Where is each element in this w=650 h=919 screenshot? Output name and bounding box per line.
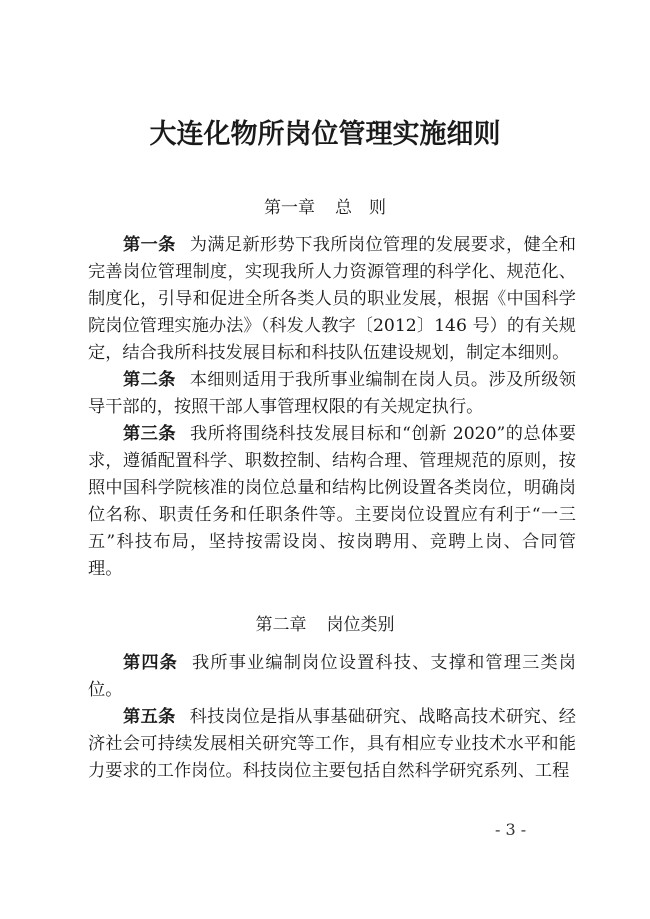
article-text: 为满足新形势下我所岗位管理的发展要求，健全和完善岗位管理制度，实现我所人力资源管理的科学化、规范化、制度化，引导和促进全所各类人员的职业发展，根据《中国科学院岗位管理实施办法》（科发人教字〔2012〕146 号）的有关规定，结合我所科技发展目标和科技队伍建设规划，制定本细则。 — [88, 235, 576, 363]
chapter-body-1 — [88, 232, 576, 583]
chapter-number: 第一章 — [264, 198, 315, 218]
chapter-heading-1 — [0, 193, 650, 218]
page-number: - 3 - — [495, 820, 527, 839]
article-1 — [88, 232, 576, 367]
article-4 — [88, 650, 576, 704]
article-label: 第五条 — [123, 707, 176, 727]
article-label: 第三条 — [123, 424, 177, 444]
article-3 — [88, 421, 576, 583]
article-2 — [88, 367, 576, 421]
chapter-name: 总 则 — [335, 198, 386, 218]
article-text: 科技岗位是指从事基础研究、战略高技术研究、经济社会可持续发展相关研究等工作，具有相应专业技术水平和能力要求的工作岗位。科技岗位主要包括自然科学研究系列、工程 — [88, 707, 576, 781]
chapter-name: 岗位类别 — [326, 615, 395, 635]
article-label: 第一条 — [123, 235, 176, 255]
chapter-heading-2 — [0, 610, 650, 635]
article-5 — [88, 704, 576, 785]
article-label: 第四条 — [123, 653, 179, 673]
article-text: 本细则适用于我所事业编制在岗人员。涉及所级领导干部的，按照干部人事管理权限的有关规定执行。 — [88, 370, 576, 417]
article-text: 我所将围绕科技发展目标和“创新 2020”的总体要求，遵循配置科学、职数控制、结构合理、管理规范的原则，按照中国科学院核准的岗位总量和结构比例设置各类岗位，明确岗位名称、职责任务和任职条件等。主要岗位设置应有利于“一三五”科技布局，坚持按需设岗、按岗聘用、竞聘上岗、合同管理。 — [88, 424, 576, 579]
chapter-body-2 — [88, 650, 576, 785]
article-label: 第二条 — [123, 370, 176, 390]
article-text: 我所事业编制岗位设置科技、支撑和管理三类岗位。 — [88, 653, 576, 700]
document-title: 大连化物所岗位管理实施细则 — [149, 119, 501, 150]
chapter-number: 第二章 — [255, 615, 307, 635]
